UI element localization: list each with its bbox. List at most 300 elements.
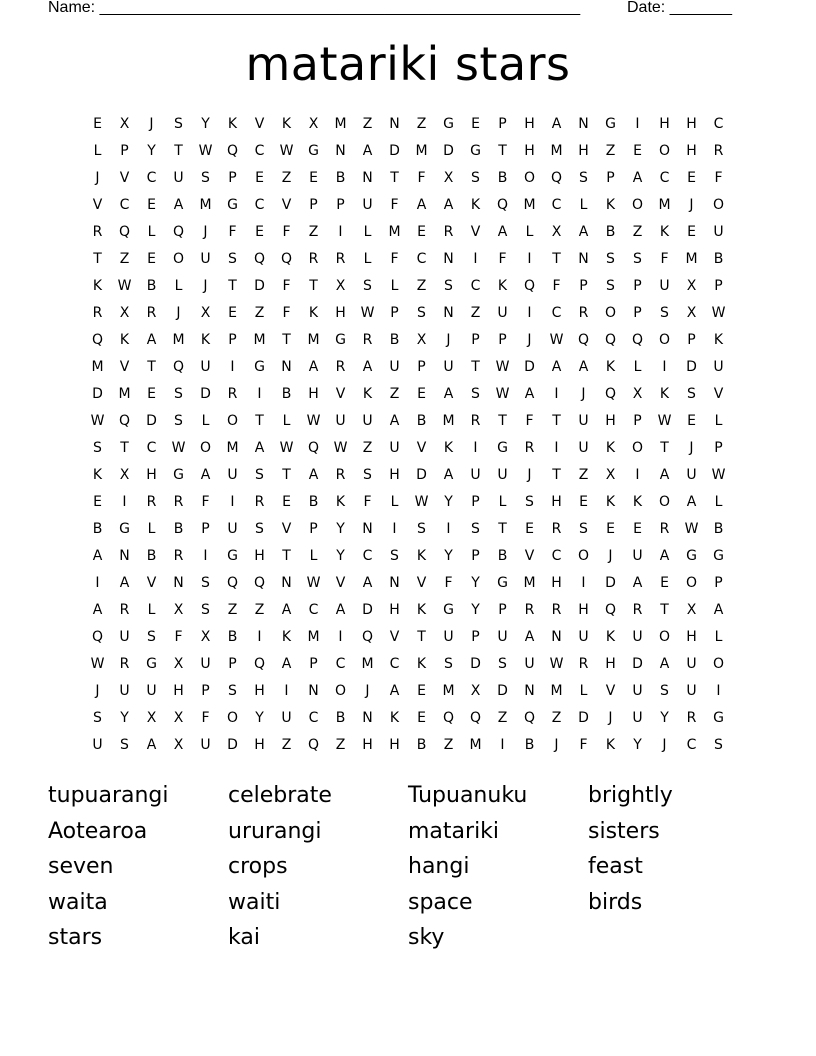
grid-letter[interactable]: A xyxy=(659,467,670,483)
grid-letter[interactable]: B xyxy=(335,710,346,726)
grid-letter[interactable]: Q xyxy=(442,710,455,726)
grid-letter[interactable]: U xyxy=(470,467,481,483)
grid-letter[interactable]: S xyxy=(363,278,372,294)
grid-letter[interactable]: W xyxy=(306,575,321,591)
grid-letter[interactable]: H xyxy=(551,494,562,510)
grid-letter[interactable]: P xyxy=(606,170,615,186)
grid-letter[interactable]: X xyxy=(686,278,697,294)
grid-letter[interactable]: P xyxy=(498,602,507,618)
grid-letter[interactable]: Y xyxy=(147,143,156,159)
grid-letter[interactable]: O xyxy=(172,251,185,267)
grid-letter[interactable]: I xyxy=(338,629,343,645)
grid-letter[interactable]: U xyxy=(632,683,643,699)
grid-letter[interactable]: B xyxy=(389,332,400,348)
grid-letter[interactable]: R xyxy=(524,602,535,618)
grid-letter[interactable]: J xyxy=(527,332,532,348)
grid-letter[interactable]: D xyxy=(497,683,508,699)
grid-letter[interactable]: F xyxy=(525,413,534,429)
grid-letter[interactable]: K xyxy=(659,386,670,402)
grid-letter[interactable]: D xyxy=(470,656,481,672)
grid-letter[interactable]: L xyxy=(579,683,588,699)
grid-letter[interactable]: P xyxy=(228,170,237,186)
grid-letter[interactable]: J xyxy=(95,683,100,699)
grid-letter[interactable]: X xyxy=(470,683,481,699)
grid-letter[interactable]: R xyxy=(659,521,670,537)
grid-letter[interactable]: T xyxy=(552,467,561,483)
grid-letter[interactable]: K xyxy=(713,332,724,348)
grid-letter[interactable]: L xyxy=(633,359,642,375)
grid-letter[interactable]: A xyxy=(443,197,454,213)
grid-letter[interactable]: U xyxy=(713,224,724,240)
grid-letter[interactable]: U xyxy=(362,197,373,213)
grid-letter[interactable]: T xyxy=(552,251,561,267)
grid-letter[interactable]: X xyxy=(551,224,562,240)
grid-letter[interactable]: K xyxy=(416,602,427,618)
grid-letter[interactable]: A xyxy=(362,359,373,375)
grid-letter[interactable]: T xyxy=(174,143,183,159)
date-field[interactable]: Date: _______ xyxy=(627,0,732,16)
grid-letter[interactable]: U xyxy=(578,413,589,429)
grid-letter[interactable]: I xyxy=(635,467,640,483)
grid-letter[interactable]: J xyxy=(365,683,370,699)
grid-letter[interactable]: J xyxy=(608,710,613,726)
grid-letter[interactable]: F xyxy=(390,197,399,213)
grid-letter[interactable]: L xyxy=(714,629,723,645)
grid-letter[interactable]: W xyxy=(657,413,672,429)
grid-letter[interactable]: U xyxy=(227,521,238,537)
grid-letter[interactable]: I xyxy=(527,251,532,267)
grid-letter[interactable]: G xyxy=(173,467,184,483)
grid-letter[interactable]: J xyxy=(689,197,694,213)
grid-letter[interactable]: R xyxy=(335,359,346,375)
grid-letter[interactable]: C xyxy=(551,548,562,564)
grid-letter[interactable]: Q xyxy=(496,197,509,213)
grid-letter[interactable]: C xyxy=(713,116,724,132)
grid-letter[interactable]: P xyxy=(498,332,507,348)
grid-letter[interactable]: P xyxy=(120,143,129,159)
grid-letter[interactable]: N xyxy=(119,548,130,564)
grid-letter[interactable]: L xyxy=(714,413,723,429)
grid-letter[interactable]: X xyxy=(173,737,184,753)
grid-letter[interactable]: I xyxy=(284,683,289,699)
grid-letter[interactable]: M xyxy=(253,332,266,348)
grid-letter[interactable]: N xyxy=(578,251,589,267)
grid-letter[interactable]: G xyxy=(497,575,508,591)
grid-letter[interactable]: D xyxy=(686,359,697,375)
grid-letter[interactable]: K xyxy=(605,440,616,456)
grid-letter[interactable]: U xyxy=(281,710,292,726)
grid-letter[interactable]: Q xyxy=(253,251,266,267)
grid-letter[interactable]: U xyxy=(497,305,508,321)
grid-letter[interactable]: R xyxy=(524,440,535,456)
grid-letter[interactable]: Y xyxy=(633,737,642,753)
grid-letter[interactable]: X xyxy=(443,170,454,186)
grid-letter[interactable]: U xyxy=(200,737,211,753)
grid-letter[interactable]: P xyxy=(471,494,480,510)
grid-letter[interactable]: T xyxy=(498,521,507,537)
grid-letter[interactable]: C xyxy=(416,251,427,267)
grid-letter[interactable]: C xyxy=(146,440,157,456)
grid-letter[interactable]: R xyxy=(146,305,157,321)
grid-letter[interactable]: E xyxy=(471,116,480,132)
grid-letter[interactable]: Z xyxy=(497,710,508,726)
grid-letter[interactable]: Q xyxy=(577,332,590,348)
grid-letter[interactable]: U xyxy=(173,170,184,186)
grid-letter[interactable]: Y xyxy=(444,548,453,564)
grid-letter[interactable]: T xyxy=(282,332,291,348)
grid-letter[interactable]: R xyxy=(119,656,130,672)
grid-letter[interactable]: Y xyxy=(255,710,264,726)
name-field[interactable]: Name: ______________________________________________________ xyxy=(48,0,581,16)
grid-letter[interactable]: K xyxy=(227,116,238,132)
grid-letter[interactable]: S xyxy=(201,575,210,591)
grid-letter[interactable]: H xyxy=(389,467,400,483)
grid-letter[interactable]: K xyxy=(605,737,616,753)
grid-letter[interactable]: J xyxy=(554,737,559,753)
grid-letter[interactable]: T xyxy=(309,278,318,294)
grid-letter[interactable]: V xyxy=(119,359,130,375)
grid-letter[interactable]: C xyxy=(470,278,481,294)
grid-letter[interactable]: D xyxy=(524,359,535,375)
grid-letter[interactable]: E xyxy=(417,224,426,240)
grid-letter[interactable]: Z xyxy=(308,224,319,240)
grid-letter[interactable]: R xyxy=(470,413,481,429)
grid-letter[interactable]: K xyxy=(605,197,616,213)
grid-letter[interactable]: E xyxy=(579,494,588,510)
grid-letter[interactable]: R xyxy=(173,548,184,564)
grid-letter[interactable]: H xyxy=(551,575,562,591)
grid-letter[interactable]: K xyxy=(119,332,130,348)
grid-letter[interactable]: B xyxy=(146,278,157,294)
grid-letter[interactable]: D xyxy=(632,656,643,672)
grid-letter[interactable]: K xyxy=(92,467,103,483)
grid-letter[interactable]: A xyxy=(146,737,157,753)
grid-letter[interactable]: K xyxy=(308,305,319,321)
grid-letter[interactable]: Z xyxy=(605,143,616,159)
grid-letter[interactable]: Q xyxy=(91,629,104,645)
grid-letter[interactable]: A xyxy=(443,467,454,483)
grid-letter[interactable]: G xyxy=(308,143,319,159)
grid-letter[interactable]: W xyxy=(279,143,294,159)
grid-letter[interactable]: A xyxy=(659,548,670,564)
grid-letter[interactable]: P xyxy=(714,575,723,591)
grid-letter[interactable]: E xyxy=(525,521,534,537)
grid-letter[interactable]: U xyxy=(362,413,373,429)
grid-letter[interactable]: L xyxy=(390,278,399,294)
grid-letter[interactable]: T xyxy=(552,413,561,429)
grid-letter[interactable]: W xyxy=(360,305,375,321)
grid-letter[interactable]: D xyxy=(605,575,616,591)
grid-letter[interactable]: T xyxy=(282,548,291,564)
grid-letter[interactable]: H xyxy=(146,467,157,483)
grid-letter[interactable]: A xyxy=(92,548,103,564)
grid-letter[interactable]: M xyxy=(658,197,671,213)
grid-letter[interactable]: Q xyxy=(118,413,131,429)
grid-letter[interactable]: U xyxy=(659,278,670,294)
grid-letter[interactable]: A xyxy=(524,386,535,402)
grid-letter[interactable]: D xyxy=(254,278,265,294)
grid-letter[interactable]: U xyxy=(632,710,643,726)
grid-letter[interactable]: M xyxy=(442,413,455,429)
grid-letter[interactable]: Z xyxy=(281,737,292,753)
grid-letter[interactable]: H xyxy=(578,143,589,159)
grid-letter[interactable]: Q xyxy=(253,575,266,591)
grid-letter[interactable]: L xyxy=(201,413,210,429)
grid-letter[interactable]: M xyxy=(523,197,536,213)
grid-letter[interactable]: R xyxy=(443,224,454,240)
grid-letter[interactable]: C xyxy=(308,602,319,618)
grid-letter[interactable]: H xyxy=(173,683,184,699)
grid-letter[interactable]: V xyxy=(416,575,427,591)
grid-letter[interactable]: V xyxy=(605,683,616,699)
grid-letter[interactable]: Y xyxy=(120,710,129,726)
grid-letter[interactable]: O xyxy=(631,197,644,213)
grid-letter[interactable]: E xyxy=(147,197,156,213)
grid-letter[interactable]: Z xyxy=(389,386,400,402)
grid-letter[interactable]: T xyxy=(498,413,507,429)
grid-letter[interactable]: P xyxy=(471,629,480,645)
grid-letter[interactable]: S xyxy=(174,116,183,132)
grid-letter[interactable]: I xyxy=(230,359,235,375)
grid-letter[interactable]: Y xyxy=(471,602,480,618)
grid-letter[interactable]: U xyxy=(578,440,589,456)
grid-letter[interactable]: U xyxy=(578,629,589,645)
grid-letter[interactable]: L xyxy=(363,224,372,240)
grid-letter[interactable]: R xyxy=(92,224,103,240)
grid-letter[interactable]: C xyxy=(254,143,265,159)
grid-letter[interactable]: A xyxy=(362,143,373,159)
grid-letter[interactable]: W xyxy=(90,656,105,672)
grid-letter[interactable]: S xyxy=(417,305,426,321)
grid-letter[interactable]: W xyxy=(414,494,429,510)
grid-letter[interactable]: A xyxy=(497,224,508,240)
grid-letter[interactable]: W xyxy=(306,413,321,429)
grid-letter[interactable]: E xyxy=(417,710,426,726)
grid-letter[interactable]: K xyxy=(605,494,616,510)
grid-letter[interactable]: K xyxy=(497,278,508,294)
grid-letter[interactable]: M xyxy=(523,575,536,591)
grid-letter[interactable]: Q xyxy=(307,737,320,753)
grid-letter[interactable]: F xyxy=(552,278,561,294)
grid-letter[interactable]: P xyxy=(228,656,237,672)
grid-letter[interactable]: S xyxy=(498,656,507,672)
grid-letter[interactable]: Q xyxy=(550,170,563,186)
grid-letter[interactable]: G xyxy=(605,116,616,132)
grid-letter[interactable]: L xyxy=(174,278,183,294)
grid-letter[interactable]: Q xyxy=(91,332,104,348)
grid-letter[interactable]: M xyxy=(91,359,104,375)
grid-letter[interactable]: U xyxy=(335,413,346,429)
grid-letter[interactable]: S xyxy=(660,683,669,699)
grid-letter[interactable]: R xyxy=(92,305,103,321)
grid-letter[interactable]: G xyxy=(443,602,454,618)
grid-letter[interactable]: S xyxy=(147,629,156,645)
grid-letter[interactable]: T xyxy=(660,440,669,456)
grid-letter[interactable]: W xyxy=(549,656,564,672)
grid-letter[interactable]: A xyxy=(119,575,130,591)
grid-letter[interactable]: I xyxy=(716,683,721,699)
grid-letter[interactable]: Z xyxy=(119,251,130,267)
grid-letter[interactable]: Q xyxy=(604,386,617,402)
grid-letter[interactable]: W xyxy=(711,305,726,321)
grid-letter[interactable]: U xyxy=(200,359,211,375)
grid-letter[interactable]: X xyxy=(119,305,130,321)
grid-letter[interactable]: R xyxy=(335,467,346,483)
grid-letter[interactable]: N xyxy=(362,521,373,537)
grid-letter[interactable]: R xyxy=(713,143,724,159)
grid-letter[interactable]: K xyxy=(200,332,211,348)
grid-letter[interactable]: R xyxy=(308,251,319,267)
grid-letter[interactable]: P xyxy=(579,278,588,294)
grid-letter[interactable]: W xyxy=(711,467,726,483)
grid-letter[interactable]: M xyxy=(361,656,374,672)
grid-letter[interactable]: N xyxy=(389,116,400,132)
grid-letter[interactable]: T xyxy=(120,440,129,456)
grid-letter[interactable]: C xyxy=(551,197,562,213)
grid-letter[interactable]: N xyxy=(578,116,589,132)
grid-letter[interactable]: O xyxy=(712,197,725,213)
grid-letter[interactable]: K xyxy=(416,548,427,564)
grid-letter[interactable]: E xyxy=(255,170,264,186)
grid-letter[interactable]: Q xyxy=(469,710,482,726)
grid-letter[interactable]: M xyxy=(307,332,320,348)
grid-letter[interactable]: O xyxy=(577,548,590,564)
grid-letter[interactable]: P xyxy=(309,197,318,213)
grid-letter[interactable]: E xyxy=(309,170,318,186)
grid-letter[interactable]: M xyxy=(442,683,455,699)
grid-letter[interactable]: V xyxy=(524,548,535,564)
grid-letter[interactable]: U xyxy=(497,629,508,645)
grid-letter[interactable]: V xyxy=(335,386,346,402)
grid-letter[interactable]: I xyxy=(338,224,343,240)
grid-letter[interactable]: L xyxy=(390,494,399,510)
grid-letter[interactable]: R xyxy=(362,332,373,348)
grid-letter[interactable]: R xyxy=(119,602,130,618)
grid-letter[interactable]: S xyxy=(255,467,264,483)
grid-letter[interactable]: I xyxy=(257,386,262,402)
grid-letter[interactable]: F xyxy=(282,305,291,321)
grid-letter[interactable]: P xyxy=(309,521,318,537)
grid-letter[interactable]: B xyxy=(497,548,508,564)
grid-letter[interactable]: N xyxy=(443,305,454,321)
grid-letter[interactable]: L xyxy=(363,251,372,267)
grid-letter[interactable]: M xyxy=(388,224,401,240)
grid-letter[interactable]: X xyxy=(119,467,130,483)
grid-letter[interactable]: Y xyxy=(336,521,345,537)
grid-letter[interactable]: U xyxy=(443,629,454,645)
grid-letter[interactable]: Q xyxy=(604,602,617,618)
grid-letter[interactable]: U xyxy=(119,683,130,699)
grid-letter[interactable]: P xyxy=(633,305,642,321)
grid-letter[interactable]: H xyxy=(659,116,670,132)
grid-letter[interactable]: S xyxy=(444,656,453,672)
grid-letter[interactable]: F xyxy=(579,737,588,753)
grid-letter[interactable]: S xyxy=(201,602,210,618)
grid-letter[interactable]: A xyxy=(173,197,184,213)
grid-letter[interactable]: J xyxy=(446,332,451,348)
grid-letter[interactable]: M xyxy=(199,197,212,213)
grid-letter[interactable]: J xyxy=(662,737,667,753)
grid-letter[interactable]: T xyxy=(93,251,102,267)
grid-letter[interactable]: R xyxy=(578,305,589,321)
grid-letter[interactable]: A xyxy=(416,197,427,213)
grid-letter[interactable]: G xyxy=(119,521,130,537)
grid-letter[interactable]: J xyxy=(689,440,694,456)
grid-letter[interactable]: A xyxy=(281,602,292,618)
grid-letter[interactable]: C xyxy=(254,197,265,213)
grid-letter[interactable]: N xyxy=(281,359,292,375)
grid-letter[interactable]: V xyxy=(281,197,292,213)
grid-letter[interactable]: B xyxy=(416,737,427,753)
grid-letter[interactable]: Z xyxy=(416,278,427,294)
grid-letter[interactable]: K xyxy=(281,629,292,645)
grid-letter[interactable]: M xyxy=(307,629,320,645)
grid-letter[interactable]: M xyxy=(550,683,563,699)
grid-letter[interactable]: R xyxy=(254,494,265,510)
grid-letter[interactable]: E xyxy=(93,116,102,132)
grid-letter[interactable]: A xyxy=(443,386,454,402)
grid-letter[interactable]: R xyxy=(686,710,697,726)
grid-letter[interactable]: X xyxy=(686,602,697,618)
grid-letter[interactable]: O xyxy=(658,332,671,348)
grid-letter[interactable]: A xyxy=(281,656,292,672)
grid-letter[interactable]: W xyxy=(495,359,510,375)
grid-letter[interactable]: G xyxy=(686,548,697,564)
grid-letter[interactable]: S xyxy=(606,278,615,294)
grid-letter[interactable]: K xyxy=(416,656,427,672)
grid-letter[interactable]: T xyxy=(417,629,426,645)
grid-letter[interactable]: Y xyxy=(444,494,453,510)
grid-letter[interactable]: B xyxy=(308,494,319,510)
grid-letter[interactable]: F xyxy=(228,224,237,240)
grid-letter[interactable]: F xyxy=(390,251,399,267)
grid-letter[interactable]: L xyxy=(579,197,588,213)
grid-letter[interactable]: T xyxy=(660,602,669,618)
grid-letter[interactable]: O xyxy=(604,305,617,321)
grid-letter[interactable]: L xyxy=(147,602,156,618)
grid-letter[interactable]: W xyxy=(90,413,105,429)
grid-letter[interactable]: R xyxy=(335,251,346,267)
grid-letter[interactable]: F xyxy=(201,494,210,510)
grid-letter[interactable]: U xyxy=(713,359,724,375)
grid-letter[interactable]: N xyxy=(362,710,373,726)
grid-letter[interactable]: H xyxy=(605,413,616,429)
grid-letter[interactable]: U xyxy=(227,467,238,483)
grid-letter[interactable]: P xyxy=(633,278,642,294)
grid-letter[interactable]: R xyxy=(632,602,643,618)
grid-letter[interactable]: V xyxy=(92,197,103,213)
grid-letter[interactable]: J xyxy=(203,278,208,294)
grid-letter[interactable]: T xyxy=(255,413,264,429)
grid-letter[interactable]: Q xyxy=(226,143,239,159)
grid-letter[interactable]: E xyxy=(93,494,102,510)
grid-letter[interactable]: C xyxy=(308,710,319,726)
grid-letter[interactable]: V xyxy=(470,224,481,240)
grid-letter[interactable]: P xyxy=(309,656,318,672)
grid-letter[interactable]: B xyxy=(146,548,157,564)
grid-letter[interactable]: G xyxy=(497,440,508,456)
grid-letter[interactable]: G xyxy=(227,548,238,564)
grid-letter[interactable]: C xyxy=(389,656,400,672)
grid-letter[interactable]: I xyxy=(95,575,100,591)
grid-letter[interactable]: A xyxy=(578,359,589,375)
grid-letter[interactable]: P xyxy=(714,440,723,456)
grid-letter[interactable]: T xyxy=(471,359,480,375)
grid-letter[interactable]: V xyxy=(389,629,400,645)
grid-letter[interactable]: I xyxy=(203,548,208,564)
grid-letter[interactable]: D xyxy=(200,386,211,402)
grid-letter[interactable]: K xyxy=(389,710,400,726)
